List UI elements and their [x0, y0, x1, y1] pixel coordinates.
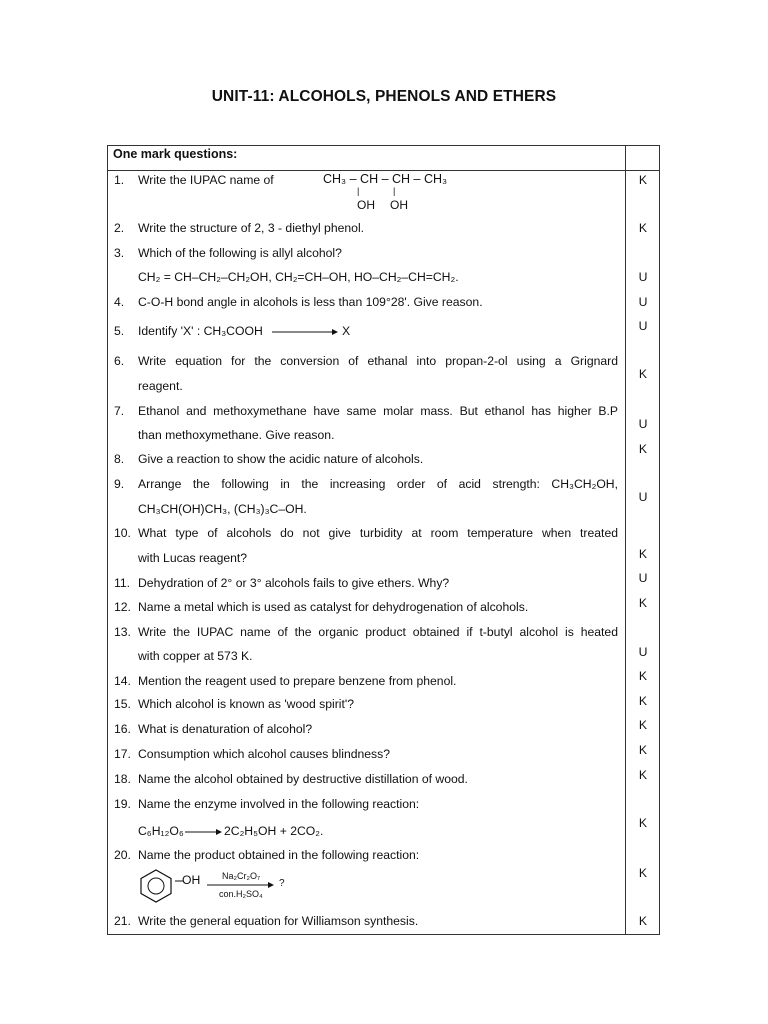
table-header: One mark questions:	[113, 147, 238, 161]
q20-reagent-bottom: con.H₂SO₄	[219, 889, 263, 899]
level-4: U	[638, 295, 648, 309]
q1-bond-right: |	[393, 186, 396, 196]
q1-oh-left: OH	[357, 198, 375, 212]
level-2: K	[638, 221, 648, 235]
q5-arrow	[270, 325, 340, 339]
page-title: UNIT-11: ALCOHOLS, PHENOLS AND ETHERS	[211, 88, 557, 105]
level-13: U	[638, 645, 648, 659]
q19-product: 2C₂H₅OH + 2CO₂.	[224, 824, 324, 838]
q20-reagent-top: Na₂Cr₂O₇	[222, 871, 261, 881]
q5-product: X	[342, 324, 351, 338]
level-15: K	[638, 694, 648, 708]
level-14: K	[638, 669, 648, 683]
level-17: K	[638, 743, 648, 757]
q20-product: ?	[279, 878, 285, 889]
level-column-divider	[625, 145, 626, 935]
level-18: K	[638, 768, 648, 782]
q1-chain: CH₃ – CH – CH – CH₃	[323, 172, 448, 186]
level-7: U	[638, 417, 648, 431]
level-1: K	[638, 173, 648, 187]
level-11: U	[638, 571, 648, 585]
level-12: K	[638, 596, 648, 610]
level-10: K	[638, 547, 648, 561]
level-16: K	[638, 718, 648, 732]
q1-oh-right: OH	[390, 198, 408, 212]
q20-oh-group: OH	[182, 873, 201, 887]
level-20: K	[638, 866, 648, 880]
q19-reactant: C₆H₁₂O₆	[138, 824, 184, 838]
level-21: K	[638, 914, 648, 928]
q19-arrow	[184, 825, 224, 839]
q1-bond-left: |	[357, 186, 360, 196]
level-6: K	[638, 367, 648, 381]
level-9: U	[638, 490, 648, 504]
header-divider	[107, 170, 660, 171]
level-5: U	[638, 319, 648, 333]
level-3: U	[638, 270, 648, 284]
level-8: K	[638, 442, 648, 456]
level-19: K	[638, 816, 648, 830]
benzene-ring-icon	[136, 868, 176, 904]
